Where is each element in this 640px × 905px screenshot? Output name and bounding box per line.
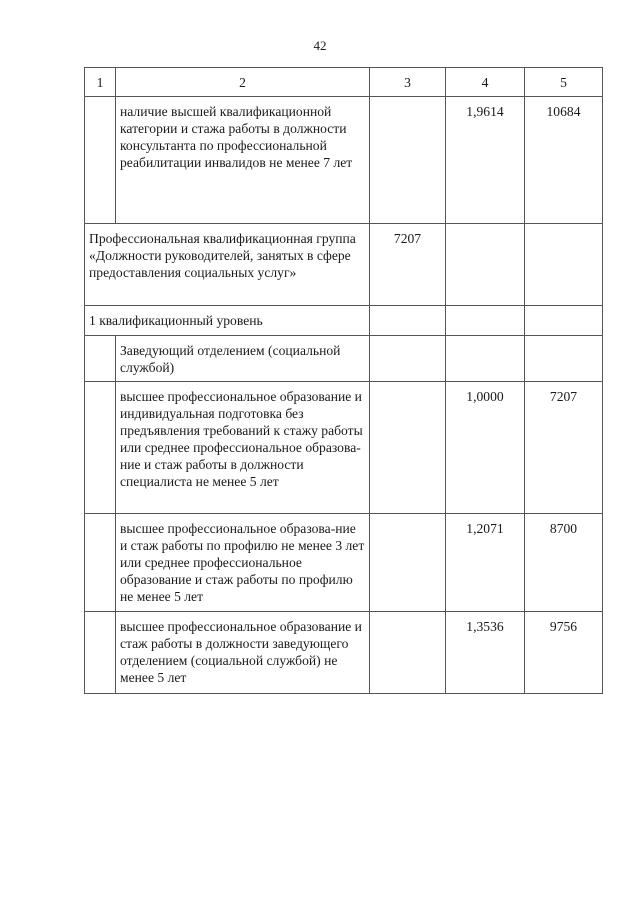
table-row (85, 382, 603, 514)
salary-cell: 8700 (525, 514, 603, 612)
column-header-2: 2 (116, 68, 370, 97)
salary-cell (525, 224, 603, 306)
table-row (85, 97, 603, 224)
column-header-4: 4 (446, 68, 525, 97)
requirement-text: высшее профессиональное образование и стаж работы в должности заведующего отделением (социальной службой) не менее 5 лет (116, 612, 370, 694)
page-number: 42 (313, 38, 327, 53)
qualification-level: 1 квалификационный уровень (85, 306, 370, 336)
salary-cell (525, 306, 603, 336)
indent-cell (85, 382, 116, 514)
coefficient-cell: 1,0000 (446, 382, 525, 514)
table-header-row (85, 68, 603, 97)
indent-cell (85, 336, 116, 382)
table-row (85, 514, 603, 612)
requirement-text: наличие высшей квалификационной категории и стажа работы в должности консультанта по профессиональной реабилитации инвалидов не менее 7 лет (116, 97, 370, 224)
base-salary-cell (370, 382, 446, 514)
base-salary-cell (370, 97, 446, 224)
column-header-3: 3 (370, 68, 446, 97)
base-salary-cell (370, 612, 446, 694)
table-row (85, 224, 603, 306)
column-header-1: 1 (85, 68, 116, 97)
coefficient-cell: 1,9614 (446, 97, 525, 224)
coefficient-cell (446, 224, 525, 306)
base-salary-cell: 7207 (370, 224, 446, 306)
coefficient-cell (446, 336, 525, 382)
group-title: Профессиональная квалификационная группа «Должности руководителей, занятых в сфере предоставления социальных услуг» (85, 224, 370, 306)
base-salary-cell (370, 514, 446, 612)
table-row (85, 336, 603, 382)
position-title: Заведующий отделением (социальной службой) (116, 336, 370, 382)
base-salary-cell (370, 306, 446, 336)
salary-cell: 9756 (525, 612, 603, 694)
salary-cell (525, 336, 603, 382)
base-salary-cell (370, 336, 446, 382)
table-row (85, 612, 603, 694)
column-header-5: 5 (525, 68, 603, 97)
coefficient-cell: 1,2071 (446, 514, 525, 612)
indent-cell (85, 612, 116, 694)
table-row (85, 306, 603, 336)
coefficient-cell (446, 306, 525, 336)
coefficient-cell: 1,3536 (446, 612, 525, 694)
requirement-text: высшее профессиональное образова-ние и стаж работы по профилю не менее 3 лет или среднее профессиональное образование и стаж работы по профилю не менее 5 лет (116, 514, 370, 612)
salary-cell: 7207 (525, 382, 603, 514)
salary-table (84, 67, 603, 694)
indent-cell (85, 97, 116, 224)
salary-cell: 10684 (525, 97, 603, 224)
requirement-text: высшее профессиональное образование и индивидуальная подготовка без предъявления требований к стажу работы или среднее профессиональное образова-ние и стаж работы в должности специалиста не менее 5 лет (116, 382, 370, 514)
indent-cell (85, 514, 116, 612)
